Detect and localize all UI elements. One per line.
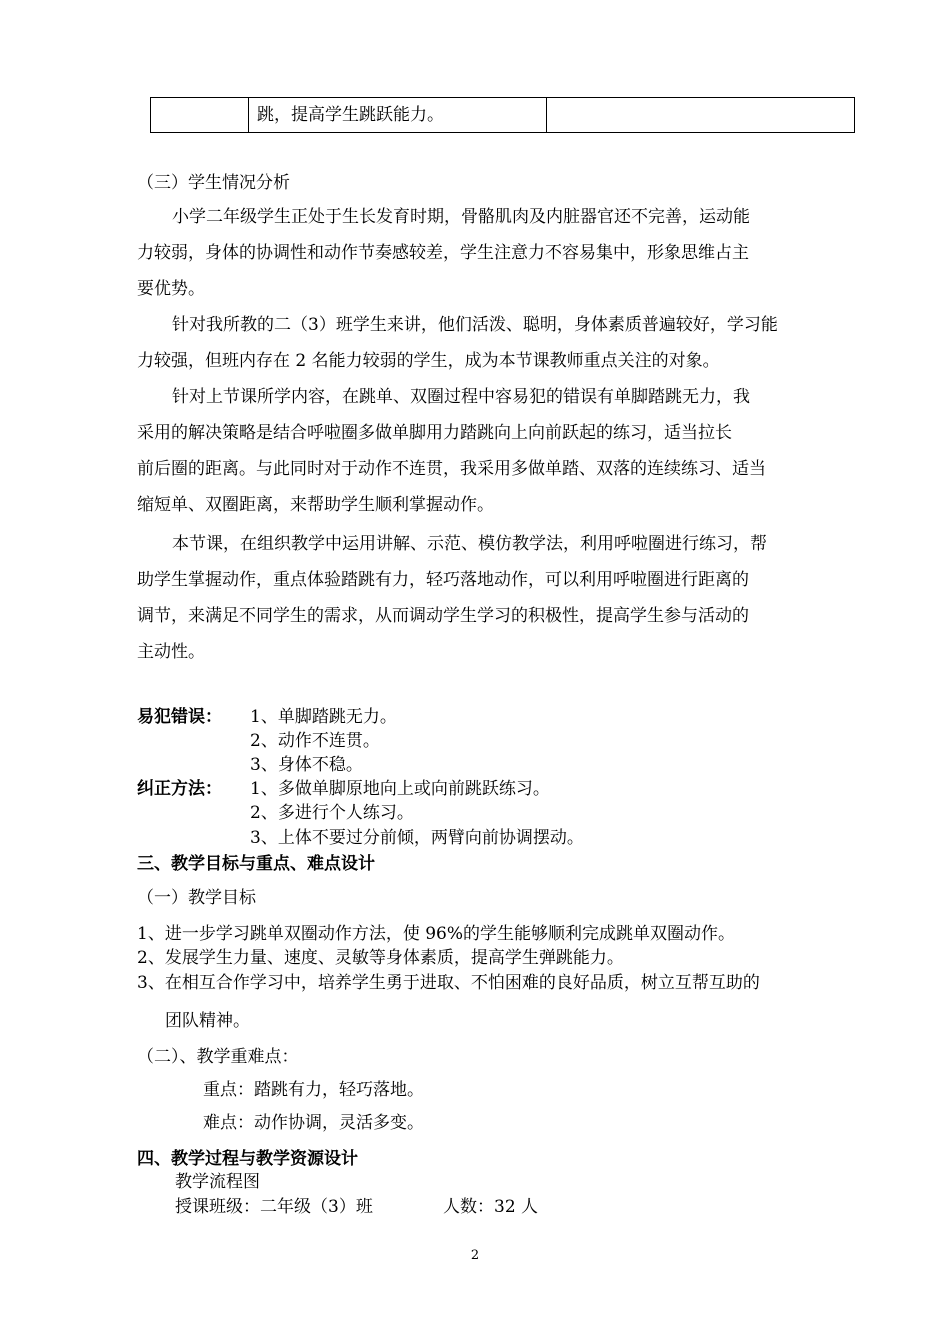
- correction-item: 3、上体不要过分前倾，两臂向前协调摆动。: [250, 828, 584, 848]
- flow-chart-label: 教学流程图: [175, 1172, 260, 1192]
- section-heading-process: 四、教学过程与教学资源设计: [137, 1149, 358, 1169]
- table-cell: [151, 98, 249, 133]
- goal-item: 3、在相互合作学习中，培养学生勇于进取、不怕困难的良好品质，树立互帮互助的: [137, 973, 760, 993]
- paragraph-line: 主动性。: [137, 642, 205, 662]
- paragraph-line: 缩短单、双圈距离，来帮助学生顺利掌握动作。: [137, 495, 494, 515]
- key-point: 重点：踏跳有力，轻巧落地。: [203, 1080, 424, 1100]
- paragraph-line: 力较弱，身体的协调性和动作节奏感较差，学生注意力不容易集中，形象思维占主: [137, 243, 749, 263]
- goal-item: 1、进一步学习跳单双圈动作方法，使 96%的学生能够顺利完成跳单双圈动作。: [137, 924, 736, 944]
- class-info: 授课班级：二年级（3）班: [175, 1197, 373, 1217]
- paragraph-line: 本节课，在组织教学中运用讲解、示范、模仿教学法，利用呼啦圈进行练习，帮: [172, 534, 767, 554]
- paragraph-line: 力较强，但班内存在 2 名能力较弱的学生，成为本节课教师重点关注的对象。: [137, 351, 720, 371]
- table-cell-text: 跳，提高学生跳跃能力。: [257, 105, 444, 125]
- errors-label: 易犯错误：: [137, 707, 222, 727]
- page-number: 2: [470, 1248, 480, 1263]
- correction-item: 1、多做单脚原地向上或向前跳跃练习。: [250, 779, 550, 799]
- paragraph-line: 采用的解决策略是结合呼啦圈多做单脚用力踏跳向上向前跃起的练习，适当拉长: [137, 423, 732, 443]
- student-count: 人数：32 人: [443, 1197, 539, 1217]
- subheading-key-points: （二）、教学重难点：: [137, 1047, 299, 1067]
- paragraph-line: 针对上节课所学内容，在跳单、双圈过程中容易犯的错误有单脚踏跳无力，我: [172, 387, 750, 407]
- table-row: [151, 98, 855, 133]
- section-heading-student-analysis: （三）学生情况分析: [137, 173, 290, 193]
- goal-item: 2、发展学生力量、速度、灵敏等身体素质，提高学生弹跳能力。: [137, 948, 624, 968]
- table-cell: [547, 98, 855, 133]
- subheading-goals: （一）教学目标: [137, 888, 256, 908]
- difficult-point: 难点：动作协调，灵活多变。: [203, 1113, 424, 1133]
- error-item: 3、身体不稳。: [250, 755, 363, 775]
- error-item: 1、单脚踏跳无力。: [250, 707, 397, 727]
- paragraph-line: 针对我所教的二（3）班学生来讲，他们活泼、聪明，身体素质普遍较好，学习能: [172, 315, 778, 335]
- corrections-label: 纠正方法：: [137, 779, 222, 799]
- paragraph-line: 前后圈的距离。与此同时对于动作不连贯，我采用多做单踏、双落的连续练习、适当: [137, 459, 766, 479]
- error-item: 2、动作不连贯。: [250, 731, 380, 751]
- table-cell: [249, 98, 547, 133]
- paragraph-line: 助学生掌握动作，重点体验踏跳有力，轻巧落地动作，可以利用呼啦圈进行距离的: [137, 570, 749, 590]
- continued-table: [150, 97, 855, 133]
- paragraph-line: 要优势。: [137, 279, 205, 299]
- correction-item: 2、多进行个人练习。: [250, 803, 414, 823]
- section-heading-goals: 三、教学目标与重点、难点设计: [137, 854, 375, 874]
- paragraph-line: 小学二年级学生正处于生长发育时期，骨骼肌肉及内脏器官还不完善，运动能: [172, 207, 750, 227]
- paragraph-line: 调节，来满足不同学生的需求，从而调动学生学习的积极性，提高学生参与活动的: [137, 606, 749, 626]
- goal-item-continued: 团队精神。: [165, 1011, 250, 1031]
